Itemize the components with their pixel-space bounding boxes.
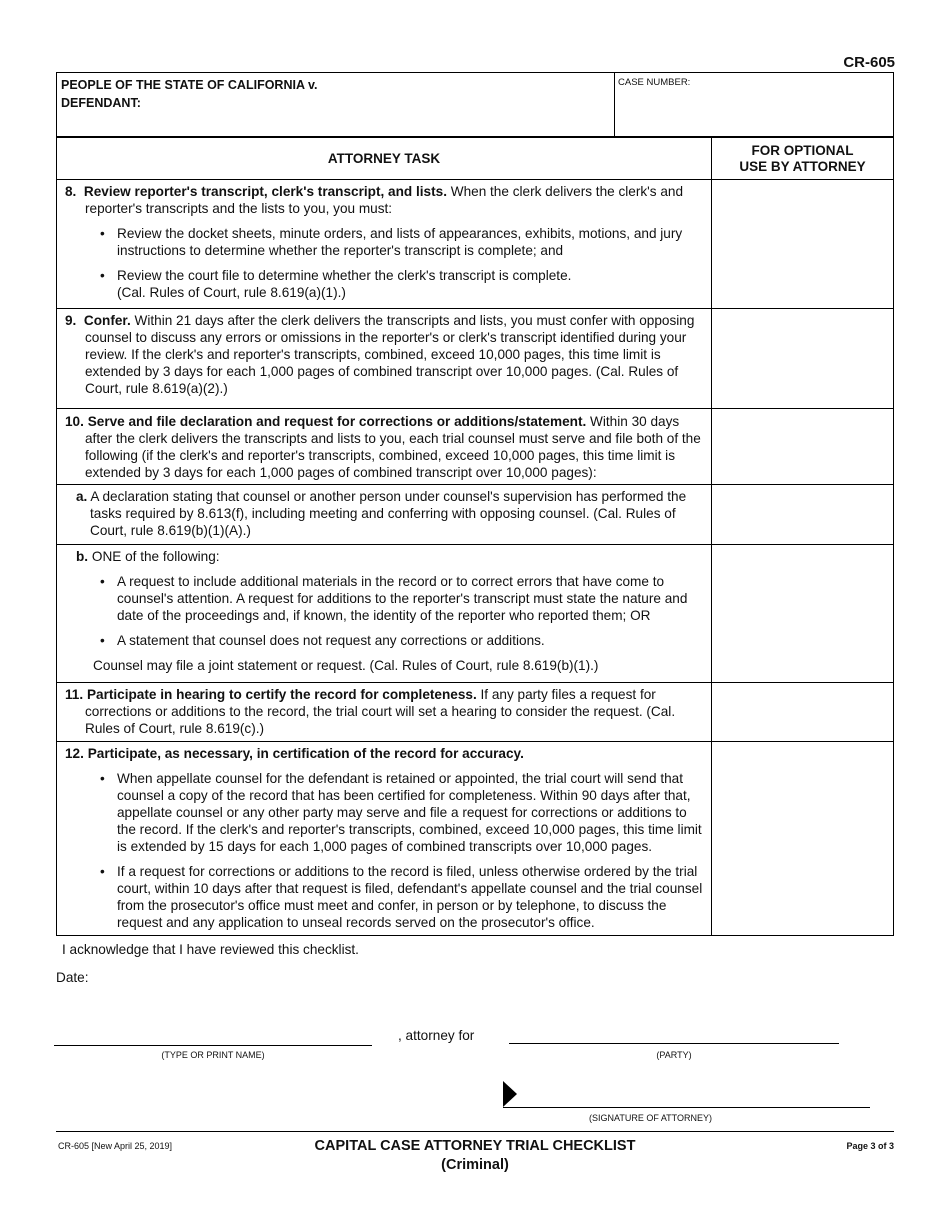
form-title [250, 1137, 700, 1175]
list-item: • Review the court file to determine whether the clerk's transcript is complete. (Cal. Rules of Court, rule 8.619(a)(1).) [117, 267, 703, 301]
table-row [57, 409, 894, 485]
task-item-12 [57, 742, 712, 936]
item-heading: Confer. [83, 313, 131, 328]
sub-item-label: a. [76, 489, 88, 504]
optional-notes-cell[interactable] [712, 309, 894, 409]
sub-item-label: b. [76, 549, 89, 564]
optional-use-header-line2: USE BY ATTORNEY [739, 158, 866, 174]
sub-item-text: A declaration stating that counsel or another person under counsel's supervision has performed the tasks required by 8.613(f), including meeting and conferring with opposing counsel. (Cal. Rules of Court, rule 8.619(b)(1)(A).) [87, 489, 687, 538]
item-heading: Participate in hearing to certify the record for completeness. [86, 687, 477, 702]
signature-caption: (SIGNATURE OF ATTORNEY) [588, 1113, 712, 1123]
list-item: • Review the docket sheets, minute orders, and lists of appearances, exhibits, motions, and jury instructions to determine whether the reporter's transcript is complete; and [117, 225, 703, 259]
form-title-line1: CAPITAL CASE ATTORNEY TRIAL CHECKLIST [314, 1138, 636, 1154]
page-number: Page 3 of 3 [846, 1141, 894, 1151]
caption-people: PEOPLE OF THE STATE OF CALIFORNIA v. [61, 78, 318, 92]
item-text: If any party files a request for corrections or additions to the record, the trial court will set a hearing to consider the request. (Cal. Rules of Court, rule 8.619(c).) [85, 687, 676, 736]
item-text: Within 21 days after the clerk delivers the transcripts and lists, you must confer with opposing counsel to discuss any errors or omissions in the reporter's or clerk's transcript identified during your review. If the clerk's and reporter's transcripts, combined, exceed 10,000 pages, this time limit is extended by 3 days for each 1,000 pages of combined transcript over 10,000 pages. (Cal. Rules of Court, rule 8.619(a)(2).) [85, 313, 695, 396]
form-title-line2: (Criminal) [441, 1157, 509, 1173]
task-item-8 [57, 180, 712, 309]
optional-notes-cell[interactable] [712, 180, 894, 309]
table-header-row [57, 138, 894, 180]
attorney-name-field[interactable] [54, 1045, 372, 1046]
attorney-task-header: ATTORNEY TASK [57, 138, 712, 180]
item-heading: Serve and file declaration and request for corrections or additions/statement. [87, 414, 587, 429]
table-row [57, 545, 894, 683]
form-number: CR-605 [843, 54, 895, 71]
item-number: 8. [65, 184, 77, 199]
attorney-task-table [56, 137, 894, 936]
optional-notes-cell[interactable] [712, 742, 894, 936]
table-row [57, 683, 894, 742]
item-number: 9. [65, 313, 77, 328]
task-item-11 [57, 683, 712, 742]
task-item-10 [57, 409, 712, 485]
optional-use-header-line1: FOR OPTIONAL [751, 142, 854, 158]
table-row [57, 742, 894, 936]
footer-divider [56, 1131, 894, 1132]
task-item-10a [57, 485, 712, 545]
item-text: Within 30 days after the clerk delivers the transcripts and lists to you, each trial counsel must serve and file both of the following (if the clerk's and reporter's transcripts, combined, exceed 10,000 pages, this time limit is extended by 3 days for each 1,000 pages of combined transcript over 10,000 pages): [85, 414, 701, 480]
list-item: • If a request for corrections or additions to the record is filed, unless otherwise ordered by the trial court, within 10 days after that request is filed, defendant's appellate counsel and the trial counsel from the prosecutor's office must meet and confer, in person or by telephone, to discuss the request and any application to unseal records served on the prosecutor's office. [117, 863, 703, 931]
item-number: 12. [65, 746, 84, 761]
optional-use-header [712, 138, 894, 180]
item-number: 10. [65, 414, 84, 429]
table-row [57, 180, 894, 309]
signature-field[interactable] [503, 1107, 870, 1108]
table-row [57, 309, 894, 409]
party-caption: (PARTY) [656, 1050, 692, 1060]
optional-notes-cell[interactable] [712, 683, 894, 742]
optional-notes-cell[interactable] [712, 545, 894, 683]
item-heading: Participate, as necessary, in certification of the record for accuracy. [87, 746, 524, 761]
signature-arrow-icon [503, 1081, 517, 1107]
list-item: • A request to include additional materials in the record or to correct errors that have come to counsel's attention. A request for additions to the reporter's transcript must state the nature and date of the proceedings and, if known, the identity of the reporter who reported them; OR [117, 573, 703, 624]
defendant-field[interactable]: DEFENDANT: [61, 96, 141, 110]
sub-item-text: ONE of the following: [88, 549, 220, 564]
item-heading: Review reporter's transcript, clerk's transcript, and lists. [83, 184, 447, 199]
list-item: • When appellate counsel for the defendant is retained or appointed, the trial court will send that counsel a copy of the record that has been certified for completeness. Within 90 days after that, appellate counsel or any other party may serve and file a request for corrections or additions to the record. If the clerk's and reporter's transcripts, combined, exceed 10,000 pages, this time limit is extended by 15 days for each 1,000 pages of combined transcripts over 10,000 pages. [117, 770, 703, 855]
case-number-label: CASE NUMBER: [618, 77, 691, 88]
caption-parties [57, 73, 615, 136]
case-caption [56, 72, 894, 137]
item-number: 11. [65, 687, 84, 702]
optional-notes-cell[interactable] [712, 409, 894, 485]
party-field[interactable] [509, 1043, 839, 1044]
item-note: Counsel may file a joint statement or request. (Cal. Rules of Court, rule 8.619(b)(1).) [93, 658, 599, 673]
attorney-for-label: , attorney for [398, 1028, 475, 1043]
table-row [57, 485, 894, 545]
name-caption: (TYPE OR PRINT NAME) [161, 1050, 265, 1060]
case-number-field[interactable] [615, 73, 893, 138]
item-text: When the clerk delivers the clerk's and reporter's transcripts and the lists to you, you must: [85, 184, 684, 216]
optional-notes-cell[interactable] [712, 485, 894, 545]
acknowledgement-text: I acknowledge that I have reviewed this checklist. [62, 942, 359, 957]
task-item-10b [57, 545, 712, 683]
date-label: Date: [56, 970, 89, 985]
task-item-9 [57, 309, 712, 409]
form-revision: CR-605 [New April 25, 2019] [58, 1141, 173, 1151]
list-item: • A statement that counsel does not request any corrections or additions. [117, 632, 703, 649]
